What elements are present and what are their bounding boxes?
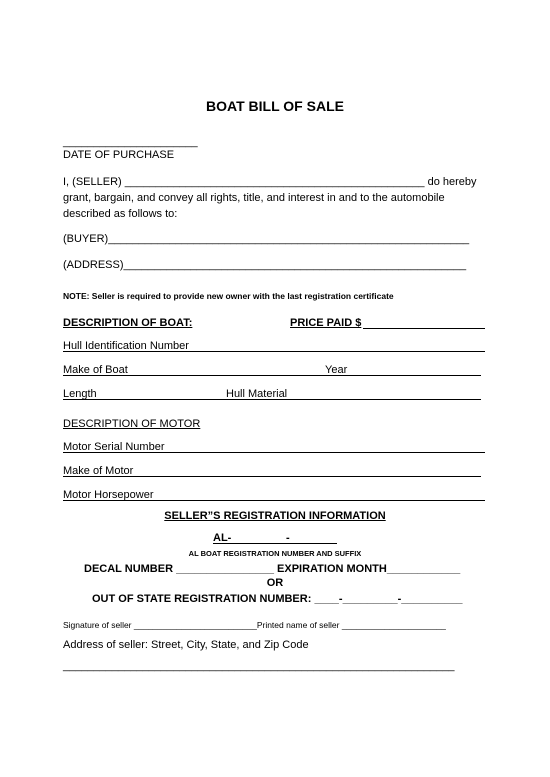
signature-row <box>63 619 446 632</box>
expiration-blank[interactable]: ____________ <box>386 563 461 575</box>
registration-heading: SELLER”S REGISTRATION INFORMATION <box>164 510 386 522</box>
hull-id-line[interactable] <box>63 351 485 352</box>
hull-material-label: Hull Material <box>226 388 288 400</box>
price-paid-line[interactable] <box>363 328 485 329</box>
purchase-date-blank[interactable]: ______________________ <box>63 136 198 148</box>
signature-label: Signature of seller <box>63 620 132 630</box>
printed-name-blank[interactable]: ______________________ <box>341 620 446 630</box>
length-label: Length <box>63 388 97 400</box>
date-of-purchase-label: DATE OF PURCHASE <box>63 149 175 161</box>
out-of-state-label: OUT OF STATE REGISTRATION NUMBER: <box>92 593 312 605</box>
address-label: (ADDRESS) <box>63 259 124 271</box>
seller-address-label: Address of seller: Street, City, State, and Zip Code <box>63 639 309 651</box>
motor-serial-line[interactable] <box>63 452 485 453</box>
registration-note: NOTE: Seller is required to provide new owner with the last registration certificate <box>63 291 394 301</box>
out-of-state-blank[interactable]: ____-_________-__________ <box>314 593 463 605</box>
price-paid-label: PRICE PAID $ <box>290 317 362 329</box>
decal-blank[interactable]: ________________ <box>176 563 274 575</box>
printed-name-label: Printed name of seller <box>256 620 340 630</box>
or-label: OR <box>266 577 284 589</box>
al-registration-line[interactable] <box>213 543 337 544</box>
address-blank[interactable]: ________________________________________________________ <box>123 259 467 271</box>
seller-statement-rest: grant, bargain, and convey all rights, title, and interest in and to the automobile described as follows to: <box>63 192 445 220</box>
al-prefix: AL- <box>213 532 232 544</box>
motor-serial-label: Motor Serial Number <box>63 441 165 453</box>
seller-name-blank[interactable]: _________________________________________________ <box>124 176 425 188</box>
document-title: BOAT BILL OF SALE <box>206 98 344 114</box>
buyer-blank[interactable]: ___________________________________________________________ <box>108 233 470 245</box>
length-material-line[interactable] <box>63 399 481 400</box>
motor-make-line[interactable] <box>63 476 481 477</box>
buyer-row <box>63 233 469 246</box>
boat-section-heading: DESCRIPTION OF BOAT: <box>63 317 193 329</box>
al-caption: AL BOAT REGISTRATION NUMBER AND SUFFIX <box>188 549 362 558</box>
expiration-label: EXPIRATION MONTH <box>277 563 387 575</box>
signature-blank[interactable]: __________________________ <box>133 620 257 630</box>
seller-statement-line1 <box>63 176 477 189</box>
motor-horsepower-label: Motor Horsepower <box>63 489 154 501</box>
make-of-motor-label: Make of Motor <box>63 465 134 477</box>
seller-address-blank[interactable]: ________________________________________________________________ <box>63 660 455 672</box>
make-of-boat-label: Make of Boat <box>63 364 128 376</box>
decal-row <box>84 563 460 576</box>
motor-section-heading: DESCRIPTION OF MOTOR <box>63 418 201 430</box>
seller-suffix: do hereby <box>424 176 477 188</box>
seller-prefix: I, (SELLER) <box>63 176 125 188</box>
make-year-line[interactable] <box>63 375 481 376</box>
decal-label: DECAL NUMBER <box>84 563 174 575</box>
out-of-state-row <box>92 593 463 606</box>
hull-id-label: Hull Identification Number <box>63 340 189 352</box>
year-label: Year <box>325 364 348 376</box>
buyer-label: (BUYER) <box>63 233 109 245</box>
motor-horsepower-line[interactable] <box>63 500 485 501</box>
al-dash: - <box>286 532 290 544</box>
address-row <box>63 259 466 272</box>
